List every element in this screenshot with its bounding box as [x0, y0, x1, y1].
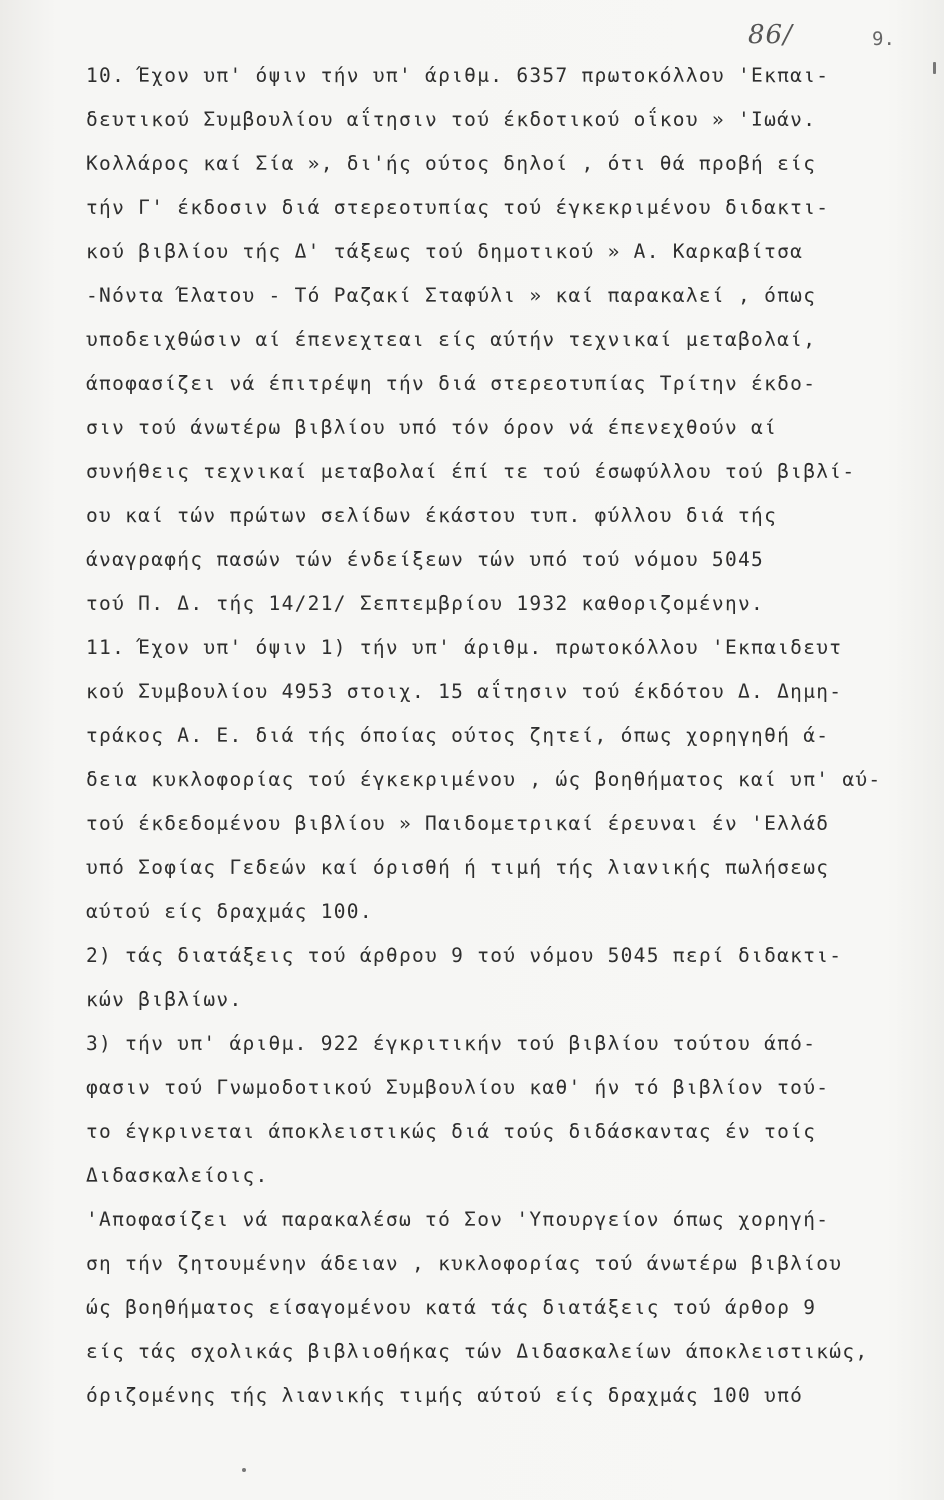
text-line: Κολλάρος καί Σία », δι'ής ούτος δηλοί , ότι θά προβή είς	[86, 152, 817, 175]
text-line: δεια κυκλοφορίας τού έγκεκριμένου , ώς βοηθήματος καί υπ' αύ-	[86, 768, 882, 791]
text-line: άποφασίζει νά έπιτρέψη τήν διά στερεοτυπίας Τρίτην έκδο-	[86, 372, 817, 395]
text-line: κού βιβλίου τής Δ' τάξεως τού δημοτικού » Α. Καρκαβίτσα	[86, 240, 804, 263]
page-number: 9.	[872, 28, 895, 50]
text-line: ση τήν ζητουμένην άδειαν , κυκλοφορίας τού άνωτέρω βιβλίου	[86, 1252, 843, 1275]
text-line: τού έκδεδομένου βιβλίου » Παιδομετρικαί έρευναι έν 'Ελλάδ	[86, 812, 830, 835]
text-line: είς τάς σχολικάς βιβλιοθήκας τών Διδασκαλείων άποκλειστικώς,	[86, 1340, 869, 1363]
text-line: ώς βοηθήματος είσαγομένου κατά τάς διατάξεις τού άρθορ 9	[86, 1296, 817, 1319]
text-line: υποδειχθώσιν αί έπενεχτεαι είς αύτήν τεχνικαί μεταβολαί,	[86, 328, 817, 351]
text-line: 2) τάς διατάξεις τού άρθρου 9 τού νόμου 5045 περί διδακτι-	[86, 944, 843, 967]
text-line: 'Αποφασίζει νά παρακαλέσω τό Σον 'Υπουργείον όπως χορηγή-	[86, 1208, 830, 1231]
text-line: τού Π. Δ. τής 14/21/ Σεπτεμβρίου 1932 καθοριζομένην.	[86, 592, 765, 615]
text-line: 3) τήν υπ' άριθμ. 922 έγκριτικήν τού βιβλίου τούτου άπό-	[86, 1032, 817, 1055]
text-line: -Νόντα Έλατου - Τό Ραζακί Σταφύλι » καί παρακαλεί , όπως	[86, 284, 817, 307]
text-line: σιν τού άνωτέρω βιβλίου υπό τόν όρον νά έπενεχθούν αί	[86, 416, 778, 439]
text-line: υπό Σοφίας Γεδεών καί όρισθή ή τιμή τής λιανικής πωλήσεως	[86, 856, 830, 879]
text-line: Διδασκαλείοις.	[86, 1164, 269, 1187]
text-line: το έγκρινεται άποκλειστικώς διά τούς διδάσκαντας έν τοίς	[86, 1120, 817, 1143]
text-line: 10. Έχον υπ' όψιν τήν υπ' άριθμ. 6357 πρωτοκόλλου 'Εκπαι-	[86, 64, 830, 87]
text-line: συνήθεις τεχνικαί μεταβολαί έπί τε τού έσωφύλλου τού βιβλί-	[86, 460, 856, 483]
text-line: κού Συμβουλίου 4953 στοιχ. 15 αΐτησιν τού έκδότου Δ. Δημη-	[86, 680, 843, 703]
text-line: αύτού είς δραχμάς 100.	[86, 900, 373, 923]
text-line: ου καί τών πρώτων σελίδων έκάστου τυπ. φύλλου διά τής	[86, 504, 778, 527]
text-line: 11. Έχον υπ' όψιν 1) τήν υπ' άριθμ. πρωτοκόλλου 'Εκπαιδευτ	[86, 636, 843, 659]
text-line: όριζομένης τής λιανικής τιμής αύτού είς δραχμάς 100 υπό	[86, 1384, 804, 1407]
paper-mark	[933, 62, 936, 74]
typewritten-body	[86, 54, 926, 1418]
paper-speck	[242, 1468, 246, 1472]
text-line: άναγραφής πασών τών ένδείξεων τών υπό τού νόμου 5045	[86, 548, 765, 571]
handwritten-folio-number: 86/	[748, 20, 793, 50]
text-line: κών βιβλίων.	[86, 988, 243, 1011]
text-line: τήν Γ' έκδοσιν διά στερεοτυπίας τού έγκεκριμένου διδακτι-	[86, 196, 830, 219]
text-line: φασιν τού Γνωμοδοτικού Συμβουλίου καθ' ήν τό βιβλίον τού-	[86, 1076, 830, 1099]
text-line: τράκος Α. Ε. διά τής όποίας ούτος ζητεί, όπως χορηγηθή ά-	[86, 724, 830, 747]
text-line: δευτικού Συμβουλίου αΐτησιν τού έκδοτικού οΐκου » 'Ιωάν.	[86, 108, 817, 131]
